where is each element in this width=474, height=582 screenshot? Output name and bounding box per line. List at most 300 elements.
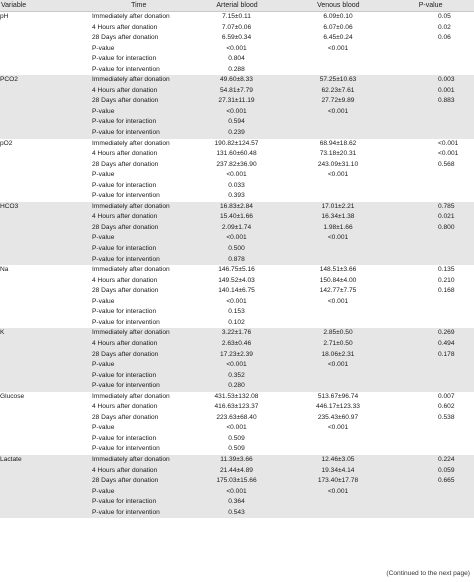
variable-name [0, 307, 92, 318]
time-cell-text: P-value for interaction [92, 434, 157, 442]
venous-cell [289, 23, 387, 34]
time-cell [92, 139, 184, 150]
table-row [0, 96, 474, 107]
time-cell [92, 86, 184, 97]
header-arterial: Arterial blood [216, 2, 258, 9]
pvalue-cell-text: 0.210 [438, 276, 455, 284]
arterial-cell-text: 7.15±0.11 [222, 13, 251, 20]
pvalue-cell-text: 0.02 [438, 23, 451, 31]
table-row [0, 360, 474, 371]
time-cell [92, 23, 184, 34]
time-cell-text: Immediately after donation [92, 266, 170, 274]
arterial-cell [184, 413, 289, 424]
arterial-cell [184, 497, 289, 508]
variable-name-text: pH [0, 13, 9, 20]
venous-cell-text: 27.72±9.89 [321, 97, 355, 105]
venous-cell-text: 243.09±31.10 [317, 160, 359, 168]
pvalue-cell [387, 191, 474, 202]
time-cell-text: Immediately after donation [92, 139, 170, 147]
table-body [0, 12, 474, 518]
header-venous: Venous blood [317, 2, 360, 9]
time-cell-text: 4 Hours after donation [92, 403, 158, 411]
venous-cell [289, 328, 387, 339]
variable-name [0, 223, 92, 234]
time-cell [92, 339, 184, 350]
venous-cell [289, 286, 387, 297]
arterial-cell-text: 0.153 [228, 308, 245, 316]
arterial-cell-text: 15.40±1.66 [220, 213, 253, 221]
variable-name [0, 170, 92, 181]
arterial-cell-text: 2.63±0.46 [221, 339, 252, 347]
pvalue-cell [387, 318, 474, 329]
pvalue-cell-text: 0.883 [438, 97, 455, 105]
time-cell [92, 371, 184, 382]
table-row [0, 170, 474, 181]
time-cell-text: P-value for intervention [92, 318, 160, 326]
pvalue-cell [387, 160, 474, 171]
time-cell [92, 455, 184, 466]
pvalue-cell-text: 0.168 [438, 287, 455, 295]
venous-cell [289, 297, 387, 308]
pvalue-cell-text: 0.602 [438, 403, 455, 411]
time-cell [92, 233, 184, 244]
venous-cell [289, 276, 387, 287]
arterial-cell [184, 44, 289, 55]
arterial-cell [184, 328, 289, 339]
venous-cell [289, 54, 387, 65]
time-cell [92, 508, 184, 519]
arterial-cell-text: 21.44±4.89 [220, 466, 253, 474]
table-row [0, 86, 474, 97]
table-row [0, 54, 474, 65]
variable-name [0, 455, 92, 466]
variable-name [0, 286, 92, 297]
table-row [0, 350, 474, 361]
table-row [0, 318, 474, 329]
time-cell [92, 65, 184, 76]
time-cell [92, 265, 184, 276]
time-cell-text: P-value for interaction [92, 245, 157, 253]
variable-name [0, 350, 92, 361]
pvalue-cell [387, 307, 474, 318]
arterial-cell [184, 476, 289, 487]
arterial-cell-text: 7.07±0.06 [221, 23, 252, 31]
variable-name [0, 54, 92, 65]
pvalue-cell [387, 65, 474, 76]
variable-name [0, 149, 92, 160]
arterial-cell [184, 286, 289, 297]
table-row [0, 75, 474, 86]
venous-cell [289, 508, 387, 519]
time-cell [92, 149, 184, 160]
arterial-cell [184, 508, 289, 519]
venous-cell [289, 12, 387, 23]
arterial-cell-text: 2.09±1.74 [221, 223, 252, 231]
arterial-cell [184, 487, 289, 498]
variable-name [0, 181, 92, 192]
variable-group [0, 392, 474, 455]
time-cell [92, 476, 184, 487]
variable-name [0, 265, 92, 276]
venous-cell-text: 446.17±123.33 [316, 403, 360, 411]
arterial-cell-text: 431.53±132.08 [214, 392, 259, 400]
arterial-cell [184, 128, 289, 139]
pvalue-cell-text: 0.538 [438, 413, 455, 421]
time-cell-text: 4 Hours after donation [92, 86, 158, 94]
time-cell-text: Immediately after donation [92, 76, 170, 84]
pvalue-cell [387, 487, 474, 498]
table-row [0, 233, 474, 244]
header-variable: Variable [1, 2, 27, 9]
arterial-cell-text: 49.60±8.33 [220, 76, 253, 84]
venous-cell [289, 33, 387, 44]
pvalue-cell-text: <0.001 [438, 150, 459, 158]
table-row [0, 434, 474, 445]
arterial-cell-text: 27.31±11.19 [218, 97, 255, 105]
time-cell-text: 28 Days after donation [92, 34, 159, 42]
arterial-cell [184, 160, 289, 171]
time-cell [92, 276, 184, 287]
table-row [0, 149, 474, 160]
variable-group [0, 328, 474, 391]
time-cell-text: P-value [92, 487, 115, 495]
table-row [0, 423, 474, 434]
time-cell [92, 297, 184, 308]
venous-cell [289, 244, 387, 255]
arterial-cell-text: 0.102 [228, 318, 245, 326]
table-row [0, 497, 474, 508]
venous-cell-text: 57.25±10.63 [319, 76, 357, 84]
venous-cell-text: 2.85±0.50 [323, 329, 353, 337]
table-row [0, 402, 474, 413]
table-row [0, 297, 474, 308]
table-header [0, 0, 474, 12]
time-cell [92, 181, 184, 192]
table-row [0, 23, 474, 34]
pvalue-cell [387, 75, 474, 86]
time-cell-text: P-value [92, 234, 115, 242]
table-row [0, 33, 474, 44]
pvalue-cell [387, 265, 474, 276]
table-row [0, 444, 474, 455]
time-cell-text: P-value for intervention [92, 129, 160, 137]
pvalue-cell [387, 170, 474, 181]
venous-cell [289, 139, 387, 150]
arterial-cell-text: 146.75±5.16 [218, 266, 255, 274]
time-cell-text: P-value for intervention [92, 445, 160, 453]
arterial-cell-text: 0.364 [228, 498, 245, 506]
pvalue-cell [387, 360, 474, 371]
time-cell [92, 54, 184, 65]
pvalue-cell [387, 381, 474, 392]
variable-name [0, 191, 92, 202]
arterial-cell-text: 416.63±123.37 [214, 403, 259, 411]
arterial-cell [184, 455, 289, 466]
arterial-cell [184, 318, 289, 329]
pvalue-cell [387, 44, 474, 55]
time-cell [92, 381, 184, 392]
variable-name-text: Lactate [0, 455, 22, 463]
pvalue-cell [387, 476, 474, 487]
venous-cell-text: 17.01±2.21 [321, 202, 355, 210]
continued-note: (Continued to the next page) [386, 570, 470, 577]
arterial-cell [184, 402, 289, 413]
pvalue-cell-text: 0.001 [438, 86, 455, 94]
pvalue-cell [387, 328, 474, 339]
table-row [0, 508, 474, 519]
venous-cell [289, 181, 387, 192]
variable-name [0, 318, 92, 329]
pvalue-cell [387, 233, 474, 244]
venous-cell [289, 392, 387, 403]
arterial-cell [184, 371, 289, 382]
venous-cell [289, 86, 387, 97]
venous-cell [289, 360, 387, 371]
table-row [0, 160, 474, 171]
table-row [0, 392, 474, 403]
variable-name [0, 117, 92, 128]
time-cell [92, 307, 184, 318]
time-cell [92, 423, 184, 434]
arterial-cell-text: 0.509 [228, 434, 245, 442]
time-cell [92, 75, 184, 86]
arterial-cell-text: <0.001 [226, 107, 247, 115]
arterial-cell-text: 0.393 [228, 192, 245, 200]
venous-cell-text: 1.98±1.66 [323, 223, 353, 231]
venous-cell [289, 381, 387, 392]
time-cell-text: P-value [92, 424, 115, 432]
pvalue-cell-text: 0.178 [438, 350, 455, 358]
arterial-cell [184, 392, 289, 403]
venous-cell-text: 173.40±17.78 [317, 477, 359, 485]
time-cell-text: 4 Hours after donation [92, 23, 158, 31]
pvalue-cell [387, 276, 474, 287]
time-cell [92, 244, 184, 255]
venous-cell [289, 265, 387, 276]
pvalue-cell [387, 128, 474, 139]
venous-cell-text: 73.18±20.31 [319, 150, 357, 158]
venous-cell [289, 160, 387, 171]
arterial-cell [184, 170, 289, 181]
pvalue-cell [387, 139, 474, 150]
arterial-cell [184, 350, 289, 361]
time-cell-text: P-value for intervention [92, 508, 160, 516]
arterial-cell [184, 12, 289, 23]
arterial-cell-text: 11.39±3.66 [220, 455, 253, 463]
arterial-cell-text: 0.878 [228, 255, 245, 263]
arterial-cell [184, 466, 289, 477]
variable-group [0, 265, 474, 328]
table-row [0, 455, 474, 466]
arterial-cell [184, 212, 289, 223]
pvalue-cell-text: <0.001 [438, 139, 459, 147]
time-cell [92, 328, 184, 339]
venous-cell-text: 142.77±7.75 [319, 287, 357, 295]
venous-cell [289, 476, 387, 487]
venous-cell-text: <0.001 [327, 234, 349, 242]
variable-name [0, 402, 92, 413]
venous-cell [289, 75, 387, 86]
variable-name [0, 23, 92, 34]
arterial-cell-text: 175.03±15.66 [216, 477, 257, 485]
arterial-cell-text: 0.509 [228, 445, 245, 453]
variable-name [0, 107, 92, 118]
arterial-cell-text: <0.001 [226, 361, 247, 369]
pvalue-cell [387, 297, 474, 308]
pvalue-cell [387, 286, 474, 297]
arterial-cell-text: 16.83±2.84 [220, 202, 253, 210]
venous-cell-text: 6.09±0.10 [323, 13, 353, 20]
time-cell-text: P-value [92, 107, 115, 115]
arterial-cell-text: 149.52±4.03 [218, 276, 255, 284]
arterial-cell [184, 297, 289, 308]
pvalue-cell-text: 0.568 [438, 160, 455, 168]
pvalue-cell [387, 96, 474, 107]
table-row [0, 223, 474, 234]
pvalue-cell [387, 392, 474, 403]
variable-name [0, 202, 92, 213]
table-row [0, 381, 474, 392]
venous-cell [289, 339, 387, 350]
time-cell-text: 4 Hours after donation [92, 213, 158, 221]
time-cell-text: Immediately after donation [92, 13, 170, 20]
venous-cell-text: <0.001 [327, 361, 349, 369]
arterial-cell [184, 181, 289, 192]
pvalue-cell [387, 423, 474, 434]
arterial-cell-text: <0.001 [226, 171, 247, 179]
arterial-cell [184, 23, 289, 34]
time-cell [92, 402, 184, 413]
variable-name [0, 255, 92, 266]
table-row [0, 181, 474, 192]
venous-cell-text: 150.84±4.00 [319, 276, 357, 284]
arterial-cell [184, 65, 289, 76]
time-cell-text: P-value [92, 361, 115, 369]
venous-cell [289, 128, 387, 139]
arterial-cell [184, 265, 289, 276]
arterial-cell-text: <0.001 [226, 487, 247, 495]
table-row [0, 107, 474, 118]
pvalue-cell [387, 33, 474, 44]
venous-cell-text: 19.34±4.14 [321, 466, 355, 474]
venous-cell-text: 16.34±1.38 [321, 213, 355, 221]
arterial-cell [184, 75, 289, 86]
variable-name [0, 392, 92, 403]
variable-name-text: Glucose [0, 392, 25, 400]
arterial-cell-text: 0.594 [228, 118, 245, 126]
pvalue-cell [387, 350, 474, 361]
venous-cell [289, 423, 387, 434]
table-row [0, 191, 474, 202]
pvalue-cell [387, 23, 474, 34]
venous-cell [289, 233, 387, 244]
pvalue-cell-text: 0.021 [438, 213, 455, 221]
time-cell-text: Immediately after donation [92, 202, 170, 210]
variable-name [0, 96, 92, 107]
variable-name [0, 339, 92, 350]
arterial-cell-text: <0.001 [226, 44, 247, 52]
time-cell [92, 96, 184, 107]
time-cell-text: 4 Hours after donation [92, 339, 158, 347]
table-row [0, 265, 474, 276]
venous-cell-text: 235.43±60.97 [317, 413, 359, 421]
variable-name [0, 434, 92, 445]
time-cell-text: P-value for interaction [92, 55, 157, 63]
venous-cell [289, 202, 387, 213]
pvalue-cell-text: 0.494 [438, 339, 455, 347]
variable-name [0, 128, 92, 139]
time-cell-text: P-value for interaction [92, 181, 157, 189]
table-row [0, 466, 474, 477]
pvalue-cell [387, 455, 474, 466]
arterial-cell-text: 140.14±6.75 [218, 287, 255, 295]
variable-name-text: PCO2 [0, 76, 18, 84]
table-row [0, 487, 474, 498]
arterial-cell [184, 202, 289, 213]
arterial-cell-text: 6.59±0.34 [221, 34, 252, 42]
variable-name [0, 497, 92, 508]
time-cell-text: 4 Hours after donation [92, 276, 158, 284]
pvalue-cell-text: 0.003 [438, 76, 455, 84]
arterial-cell-text: 0.804 [228, 55, 245, 63]
variable-name [0, 212, 92, 223]
arterial-cell-text: <0.001 [226, 234, 247, 242]
arterial-cell-text: 237.82±36.90 [216, 160, 257, 168]
arterial-cell-text: 17.23±2.39 [220, 350, 253, 358]
arterial-cell-text: 190.82±124.57 [214, 139, 259, 147]
venous-cell [289, 497, 387, 508]
arterial-cell-text: <0.001 [226, 424, 247, 432]
time-cell [92, 223, 184, 234]
variable-name [0, 44, 92, 55]
time-cell-text: 28 Days after donation [92, 350, 159, 358]
arterial-cell [184, 233, 289, 244]
venous-cell-text: 62.23±7.61 [321, 86, 355, 94]
arterial-cell-text: 0.288 [228, 65, 245, 73]
table-row [0, 339, 474, 350]
pvalue-cell [387, 223, 474, 234]
time-cell-text: 28 Days after donation [92, 413, 159, 421]
time-cell-text: P-value for intervention [92, 382, 160, 390]
pvalue-cell [387, 181, 474, 192]
variable-group [0, 139, 474, 202]
arterial-cell [184, 276, 289, 287]
variable-group [0, 202, 474, 265]
arterial-cell [184, 255, 289, 266]
arterial-cell [184, 54, 289, 65]
time-cell [92, 286, 184, 297]
variable-name [0, 297, 92, 308]
pvalue-cell-text: 0.785 [438, 202, 455, 210]
venous-cell [289, 96, 387, 107]
variable-name [0, 487, 92, 498]
pvalue-cell-text: 0.665 [438, 477, 455, 485]
venous-cell [289, 170, 387, 181]
pvalue-cell [387, 54, 474, 65]
arterial-cell-text: 0.280 [228, 382, 245, 390]
variable-name [0, 160, 92, 171]
time-cell-text: P-value [92, 44, 115, 52]
table-row [0, 65, 474, 76]
arterial-cell-text: 0.352 [228, 371, 245, 379]
venous-cell [289, 318, 387, 329]
variable-name [0, 413, 92, 424]
arterial-cell-text: <0.001 [226, 297, 247, 305]
pvalue-cell [387, 508, 474, 519]
time-cell-text: 4 Hours after donation [92, 466, 158, 474]
variable-group [0, 75, 474, 138]
venous-cell-text: <0.001 [327, 107, 349, 115]
